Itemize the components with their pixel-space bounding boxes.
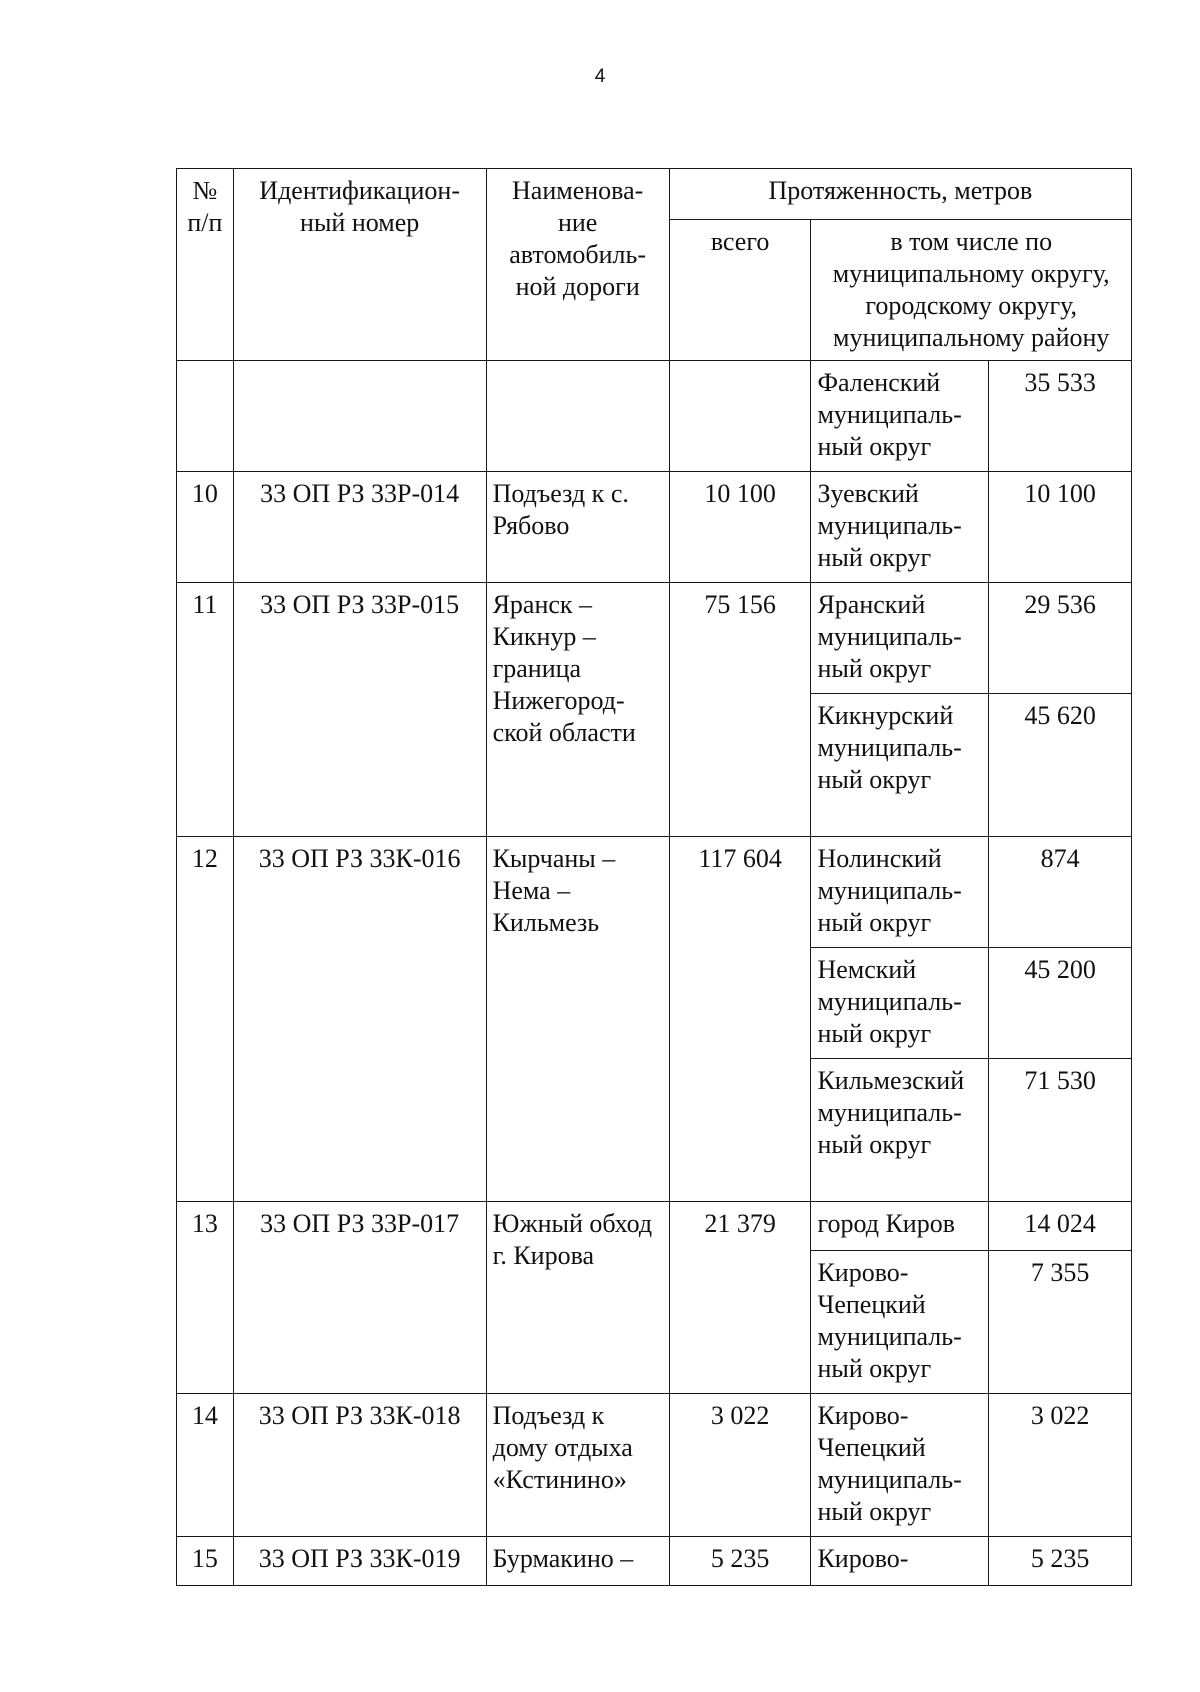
- district-length: 874: [989, 837, 1132, 948]
- table-row: [177, 1394, 1132, 1537]
- district-length: 14 024: [989, 1202, 1132, 1251]
- district-name: Кирово-Чепецкий муниципаль-ный округ: [811, 1251, 989, 1394]
- row-number: 11: [177, 583, 234, 837]
- district-length: 35 533: [989, 361, 1132, 472]
- road-id: 33 ОП РЗ 33К-016: [233, 837, 486, 1202]
- page-number: 4: [594, 66, 606, 87]
- empty-cell: [669, 361, 811, 472]
- road-id: 33 ОП РЗ 33К-019: [233, 1537, 486, 1586]
- road-total-length: 10 100: [669, 472, 811, 583]
- header-including: в том числе по муниципальному округу, городскому округу, муниципальному району: [811, 220, 1132, 361]
- row-number: 13: [177, 1202, 234, 1394]
- empty-cell: [177, 361, 234, 472]
- empty-cell: [233, 361, 486, 472]
- roads-table: [176, 168, 1132, 1586]
- district-name: Фаленский муниципаль-ный округ: [811, 361, 989, 472]
- district-length: 5 235: [989, 1537, 1132, 1586]
- header-road-name: Наименова-ние автомобиль-ной дороги: [486, 169, 669, 361]
- header-row: [177, 169, 1132, 220]
- header-id: Идентификацион-ный номер: [233, 169, 486, 361]
- district-name: Кирово-: [811, 1537, 989, 1586]
- road-id: 33 ОП РЗ 33Р-015: [233, 583, 486, 837]
- district-name: Немский муниципаль-ный округ: [811, 948, 989, 1059]
- road-total-length: 5 235: [669, 1537, 811, 1586]
- district-length: 10 100: [989, 472, 1132, 583]
- road-id: 33 ОП РЗ 33Р-014: [233, 472, 486, 583]
- road-name: Яранск – Кикнур – граница Нижегород-ской области: [486, 583, 669, 837]
- road-total-length: 75 156: [669, 583, 811, 837]
- road-total-length: 3 022: [669, 1394, 811, 1537]
- table-row: [177, 472, 1132, 583]
- row-number: 10: [177, 472, 234, 583]
- district-length: 71 530: [989, 1059, 1132, 1202]
- district-name: Нолинский муниципаль-ный округ: [811, 837, 989, 948]
- continuation-row: [177, 361, 1132, 472]
- district-length: 45 200: [989, 948, 1132, 1059]
- row-number: 12: [177, 837, 234, 1202]
- district-name: Кикнурский муниципаль-ный округ: [811, 694, 989, 837]
- district-name: Кильмезский муниципаль-ный округ: [811, 1059, 989, 1202]
- header-total: всего: [669, 220, 811, 361]
- road-id: 33 ОП РЗ 33Р-017: [233, 1202, 486, 1394]
- road-name: Кырчаны – Нема – Кильмезь: [486, 837, 669, 1202]
- table-row: [177, 1537, 1132, 1586]
- header-num: № п/п: [177, 169, 234, 361]
- district-length: 45 620: [989, 694, 1132, 837]
- header-length: Протяженность, метров: [669, 169, 1131, 220]
- district-name: город Киров: [811, 1202, 989, 1251]
- row-number: 14: [177, 1394, 234, 1537]
- table-row: [177, 837, 1132, 948]
- district-length: 29 536: [989, 583, 1132, 694]
- road-name: Южный обход г. Кирова: [486, 1202, 669, 1394]
- roads-table-body: [177, 169, 1132, 1586]
- road-total-length: 21 379: [669, 1202, 811, 1394]
- district-name: Кирово-Чепецкий муниципаль-ный округ: [811, 1394, 989, 1537]
- road-name: Бурмакино –: [486, 1537, 669, 1586]
- table-row: [177, 583, 1132, 694]
- district-length: 7 355: [989, 1251, 1132, 1394]
- table-row: [177, 1202, 1132, 1251]
- row-number: 15: [177, 1537, 234, 1586]
- district-name: Зуевский муниципаль-ный округ: [811, 472, 989, 583]
- district-name: Яранский муниципаль-ный округ: [811, 583, 989, 694]
- road-name: Подъезд к с. Рябово: [486, 472, 669, 583]
- road-name: Подъезд к дому отдыха «Кстинино»: [486, 1394, 669, 1537]
- district-length: 3 022: [989, 1394, 1132, 1537]
- road-id: 33 ОП РЗ 33К-018: [233, 1394, 486, 1537]
- empty-cell: [486, 361, 669, 472]
- road-total-length: 117 604: [669, 837, 811, 1202]
